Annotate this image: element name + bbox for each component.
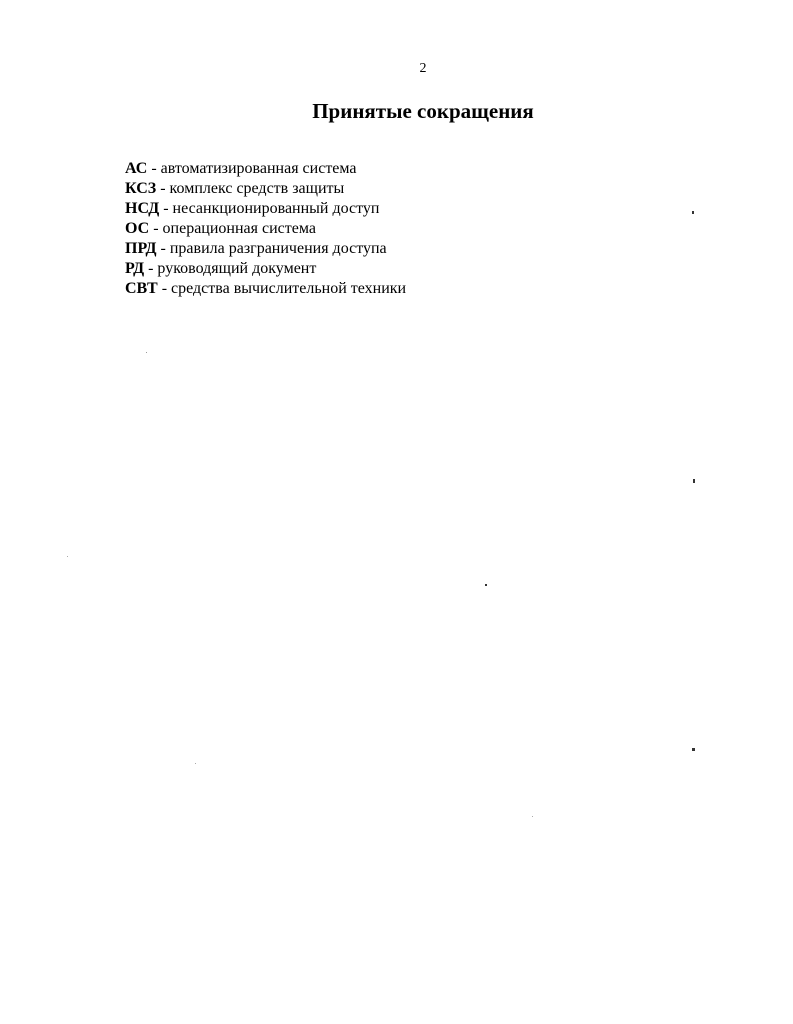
abbreviation-separator: - — [157, 280, 172, 297]
abbreviation-separator: - — [147, 160, 161, 177]
scan-speck — [146, 352, 147, 353]
abbreviation-list — [125, 159, 406, 299]
abbreviation-item — [125, 199, 406, 219]
scan-speck — [195, 763, 196, 764]
abbreviation-term: ОС — [125, 220, 150, 237]
scan-speck — [532, 816, 533, 817]
abbreviation-separator: - — [156, 180, 170, 197]
abbreviation-term: РД — [125, 260, 145, 277]
abbreviation-item — [125, 279, 406, 299]
scan-speck — [692, 748, 695, 751]
abbreviation-separator: - — [156, 240, 170, 257]
abbreviation-term: АС — [125, 160, 148, 177]
scan-speck — [485, 584, 487, 586]
scan-speck — [693, 479, 695, 483]
abbreviation-separator: - — [144, 260, 158, 277]
abbreviation-item — [125, 239, 406, 259]
abbreviation-definition: автоматизированная система — [160, 160, 357, 177]
abbreviation-item — [125, 219, 406, 239]
abbreviation-definition: правила разграничения доступа — [169, 240, 387, 257]
abbreviation-item — [125, 259, 406, 279]
scan-speck — [67, 556, 68, 557]
abbreviation-separator: - — [149, 220, 163, 237]
page-number: 2 — [419, 61, 427, 76]
abbreviation-term: КСЗ — [125, 180, 157, 197]
abbreviation-definition: комплекс средств защиты — [169, 180, 345, 197]
abbreviation-item — [125, 159, 406, 179]
abbreviation-separator: - — [159, 200, 173, 217]
abbreviation-term: ПРД — [125, 240, 157, 257]
abbreviation-definition: операционная система — [162, 220, 316, 237]
abbreviation-item — [125, 179, 406, 199]
abbreviation-definition: несанкционированный доступ — [172, 200, 380, 217]
abbreviation-term: СВТ — [125, 280, 158, 297]
abbreviation-definition: средства вычислительной техники — [171, 280, 407, 297]
page-title: Принятые сокращения — [312, 99, 534, 123]
abbreviation-definition: руководящий документ — [157, 260, 317, 277]
abbreviation-term: НСД — [125, 200, 160, 217]
scan-speck — [692, 211, 694, 214]
